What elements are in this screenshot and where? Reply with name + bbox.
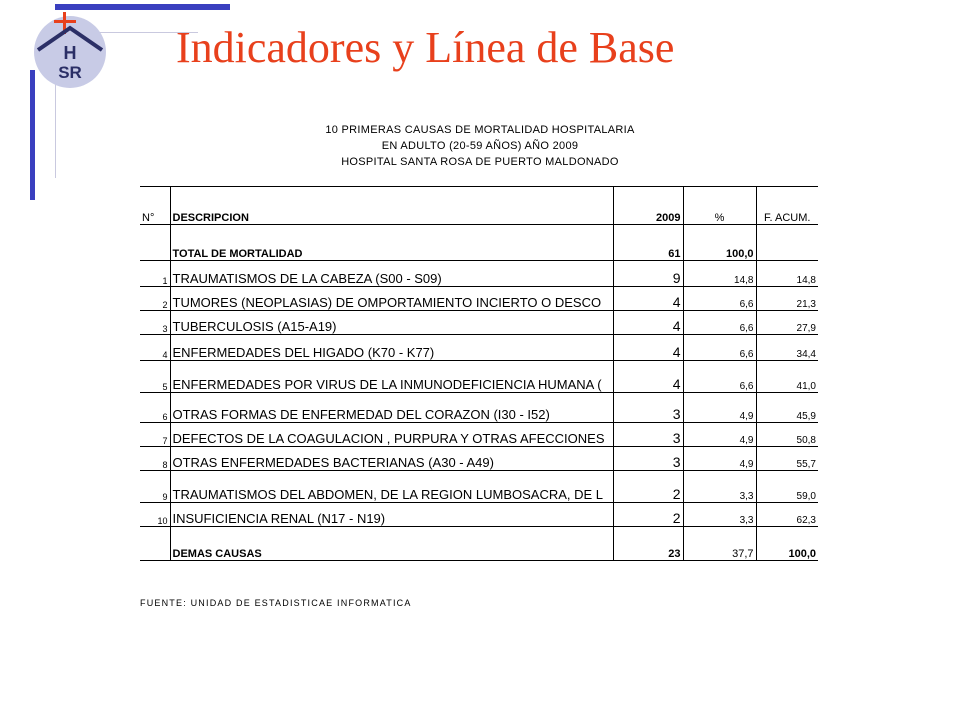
total-pct: 100,0: [683, 225, 756, 261]
table-row: [140, 261, 818, 287]
other-desc: DEMAS CAUSAS: [170, 527, 613, 561]
table-row: [140, 335, 818, 361]
row-num: 2: [140, 287, 170, 311]
row-pct: 3,3: [683, 471, 756, 503]
row-pct: 6,6: [683, 361, 756, 393]
row-num: 5: [140, 361, 170, 393]
row-acum: 27,9: [756, 311, 818, 335]
row-acum: 50,8: [756, 423, 818, 447]
header-num: N°: [140, 187, 170, 225]
table-row: [140, 423, 818, 447]
row-year: 2: [613, 471, 683, 503]
row-pct: 14,8: [683, 261, 756, 287]
row-desc: ENFERMEDADES POR VIRUS DE LA INMUNODEFICIENCIA HUMANA (: [170, 361, 613, 393]
row-acum: 34,4: [756, 335, 818, 361]
table-row: [140, 471, 818, 503]
row-year: 3: [613, 393, 683, 423]
row-desc: TUMORES (NEOPLASIAS) DE OMPORTAMIENTO INCIERTO O DESCO: [170, 287, 613, 311]
row-year: 4: [613, 361, 683, 393]
row-acum: 41,0: [756, 361, 818, 393]
table-body: [140, 261, 818, 527]
row-desc: TRAUMATISMOS DE LA CABEZA (S00 - S09): [170, 261, 613, 287]
row-num: 6: [140, 393, 170, 423]
svg-text:H: H: [63, 43, 77, 63]
header-desc: DESCRIPCION: [170, 187, 613, 225]
row-acum: 59,0: [756, 471, 818, 503]
row-acum: 62,3: [756, 503, 818, 527]
svg-text:SR: SR: [58, 63, 82, 82]
row-num: 9: [140, 471, 170, 503]
other-acum: 100,0: [788, 548, 816, 560]
row-desc: TRAUMATISMOS DEL ABDOMEN, DE LA REGION LUMBOSACRA, DE L: [170, 471, 613, 503]
other-causes-row: [140, 527, 818, 561]
row-year: 3: [613, 447, 683, 471]
total-year: 61: [613, 225, 683, 261]
row-acum: 45,9: [756, 393, 818, 423]
total-desc: TOTAL DE MORTALIDAD: [170, 225, 613, 261]
row-pct: 4,9: [683, 393, 756, 423]
row-desc: INSUFICIENCIA RENAL (N17 - N19): [170, 503, 613, 527]
table-caption: [0, 122, 960, 170]
table-row: [140, 311, 818, 335]
row-acum: 14,8: [756, 261, 818, 287]
table-row: [140, 361, 818, 393]
hospital-logo: [30, 10, 110, 90]
row-desc: TUBERCULOSIS (A15-A19): [170, 311, 613, 335]
header-year: 2009: [613, 187, 683, 225]
row-num: 8: [140, 447, 170, 471]
row-desc: ENFERMEDADES DEL HIGADO (K70 - K77): [170, 335, 613, 361]
source-note: FUENTE: UNIDAD DE ESTADISTICAE INFORMATICA: [140, 598, 412, 608]
row-desc: OTRAS ENFERMEDADES BACTERIANAS (A30 - A49): [170, 447, 613, 471]
table-row: [140, 287, 818, 311]
row-year: 9: [613, 261, 683, 287]
row-pct: 3,3: [683, 503, 756, 527]
row-num: 1: [140, 261, 170, 287]
table-row: [140, 447, 818, 471]
caption-line-1: 10 PRIMERAS CAUSAS DE MORTALIDAD HOSPITALARIA: [325, 124, 635, 136]
header-acum: F. ACUM.: [756, 187, 818, 225]
row-num: 10: [140, 503, 170, 527]
caption-line-3: HOSPITAL SANTA ROSA DE PUERTO MALDONADO: [341, 156, 619, 168]
row-desc: DEFECTOS DE LA COAGULACION , PURPURA Y OTRAS AFECCIONES: [170, 423, 613, 447]
other-year: 23: [613, 527, 683, 561]
header-pct: %: [683, 187, 756, 225]
row-pct: 6,6: [683, 335, 756, 361]
row-pct: 4,9: [683, 447, 756, 471]
other-pct: 37,7: [683, 527, 756, 561]
row-pct: 6,6: [683, 311, 756, 335]
row-year: 3: [613, 423, 683, 447]
row-year: 4: [613, 335, 683, 361]
row-year: 4: [613, 311, 683, 335]
row-num: 4: [140, 335, 170, 361]
slide-title: Indicadores y Línea de Base: [176, 23, 675, 72]
row-desc: OTRAS FORMAS DE ENFERMEDAD DEL CORAZON (I30 - I52): [170, 393, 613, 423]
table-row: [140, 393, 818, 423]
row-num: 3: [140, 311, 170, 335]
row-acum: 21,3: [756, 287, 818, 311]
table-header-row: [140, 187, 818, 225]
row-pct: 6,6: [683, 287, 756, 311]
table-row: [140, 503, 818, 527]
row-year: 4: [613, 287, 683, 311]
row-pct: 4,9: [683, 423, 756, 447]
row-year: 2: [613, 503, 683, 527]
mortality-table: [140, 186, 818, 561]
row-num: 7: [140, 423, 170, 447]
total-row: [140, 225, 818, 261]
row-acum: 55,7: [756, 447, 818, 471]
caption-line-2: EN ADULTO (20-59 AÑOS) AÑO 2009: [381, 140, 579, 152]
